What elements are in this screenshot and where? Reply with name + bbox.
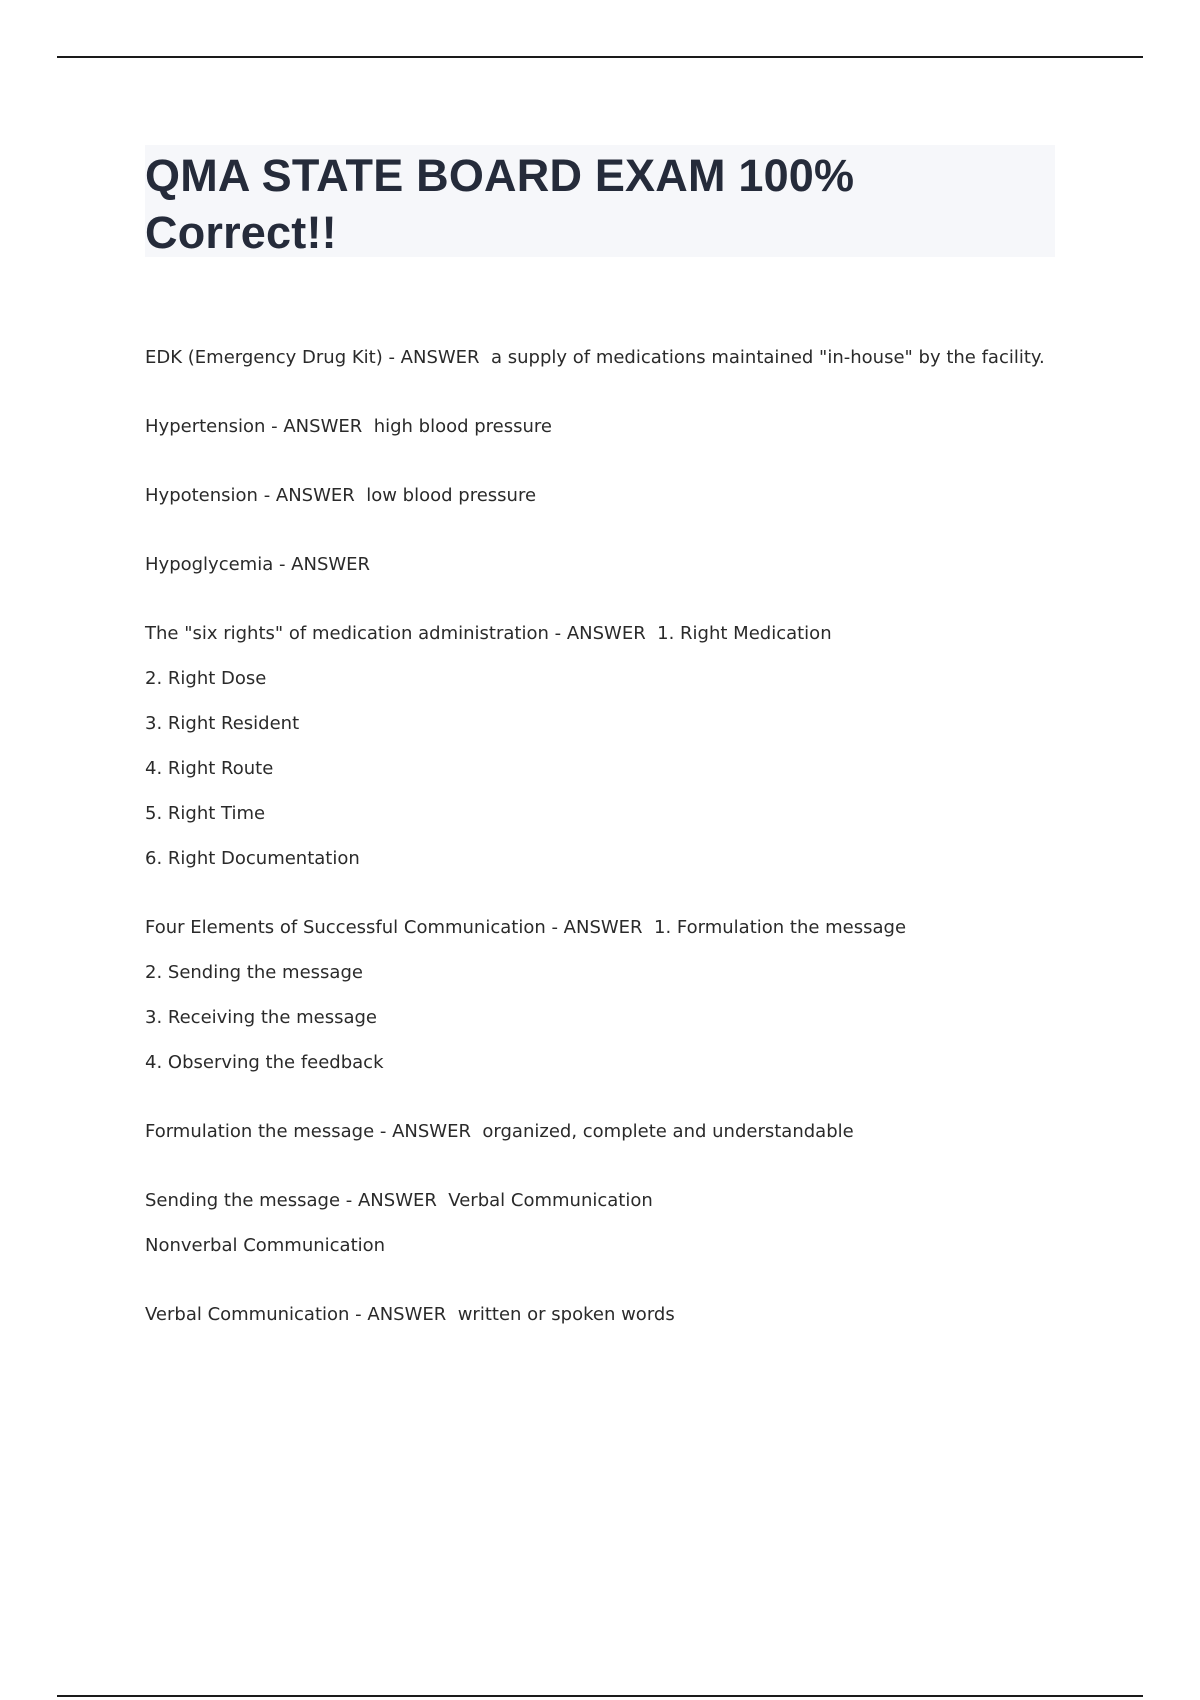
bottom-divider bbox=[57, 1695, 1143, 1697]
qa-item bbox=[145, 346, 1095, 370]
qa-question-line: The "six rights" of medication administration - ANSWER 1. Right Medication bbox=[145, 623, 832, 644]
qa-item bbox=[145, 1120, 1095, 1144]
qa-item bbox=[145, 484, 1095, 508]
qa-answer-line: 3. Receiving the message bbox=[145, 1007, 378, 1028]
qa-item bbox=[145, 622, 1095, 871]
qa-answer-line: 2. Right Dose bbox=[145, 668, 267, 689]
qa-question-line: Four Elements of Successful Communication - ANSWER 1. Formulation the message bbox=[145, 917, 907, 938]
qa-question-line: EDK (Emergency Drug Kit) - ANSWER a supply of medications maintained "in-house" by the facility. bbox=[145, 347, 1045, 368]
qa-question-line: Hypoglycemia - ANSWER bbox=[145, 554, 371, 575]
qa-item bbox=[145, 553, 1095, 577]
title-line-2: Correct!! bbox=[145, 207, 337, 258]
qa-question-line: Sending the message - ANSWER Verbal Communication bbox=[145, 1190, 653, 1211]
qa-answer-line: 5. Right Time bbox=[145, 803, 266, 824]
qa-question-line: Formulation the message - ANSWER organized, complete and understandable bbox=[145, 1121, 854, 1142]
title-line-1: QMA STATE BOARD EXAM 100% bbox=[145, 150, 855, 201]
qa-item bbox=[145, 415, 1095, 439]
document-title bbox=[145, 145, 1055, 261]
qa-answer-line: 3. Right Resident bbox=[145, 713, 300, 734]
qa-item bbox=[145, 1303, 1095, 1327]
qa-answer-line: Nonverbal Communication bbox=[145, 1235, 386, 1256]
qa-question-line: Verbal Communication - ANSWER written or spoken words bbox=[145, 1304, 675, 1325]
qa-item bbox=[145, 1189, 1095, 1258]
qa-question-line: Hypotension - ANSWER low blood pressure bbox=[145, 485, 537, 506]
qa-list bbox=[145, 346, 1095, 1372]
qa-item bbox=[145, 916, 1095, 1075]
qa-question-line: Hypertension - ANSWER high blood pressure bbox=[145, 416, 553, 437]
qa-answer-line: 2. Sending the message bbox=[145, 962, 363, 983]
qa-answer-line: 6. Right Documentation bbox=[145, 848, 360, 869]
title-banner bbox=[145, 145, 1055, 257]
top-divider bbox=[57, 56, 1143, 58]
qa-answer-line: 4. Observing the feedback bbox=[145, 1052, 384, 1073]
qa-answer-line: 4. Right Route bbox=[145, 758, 274, 779]
